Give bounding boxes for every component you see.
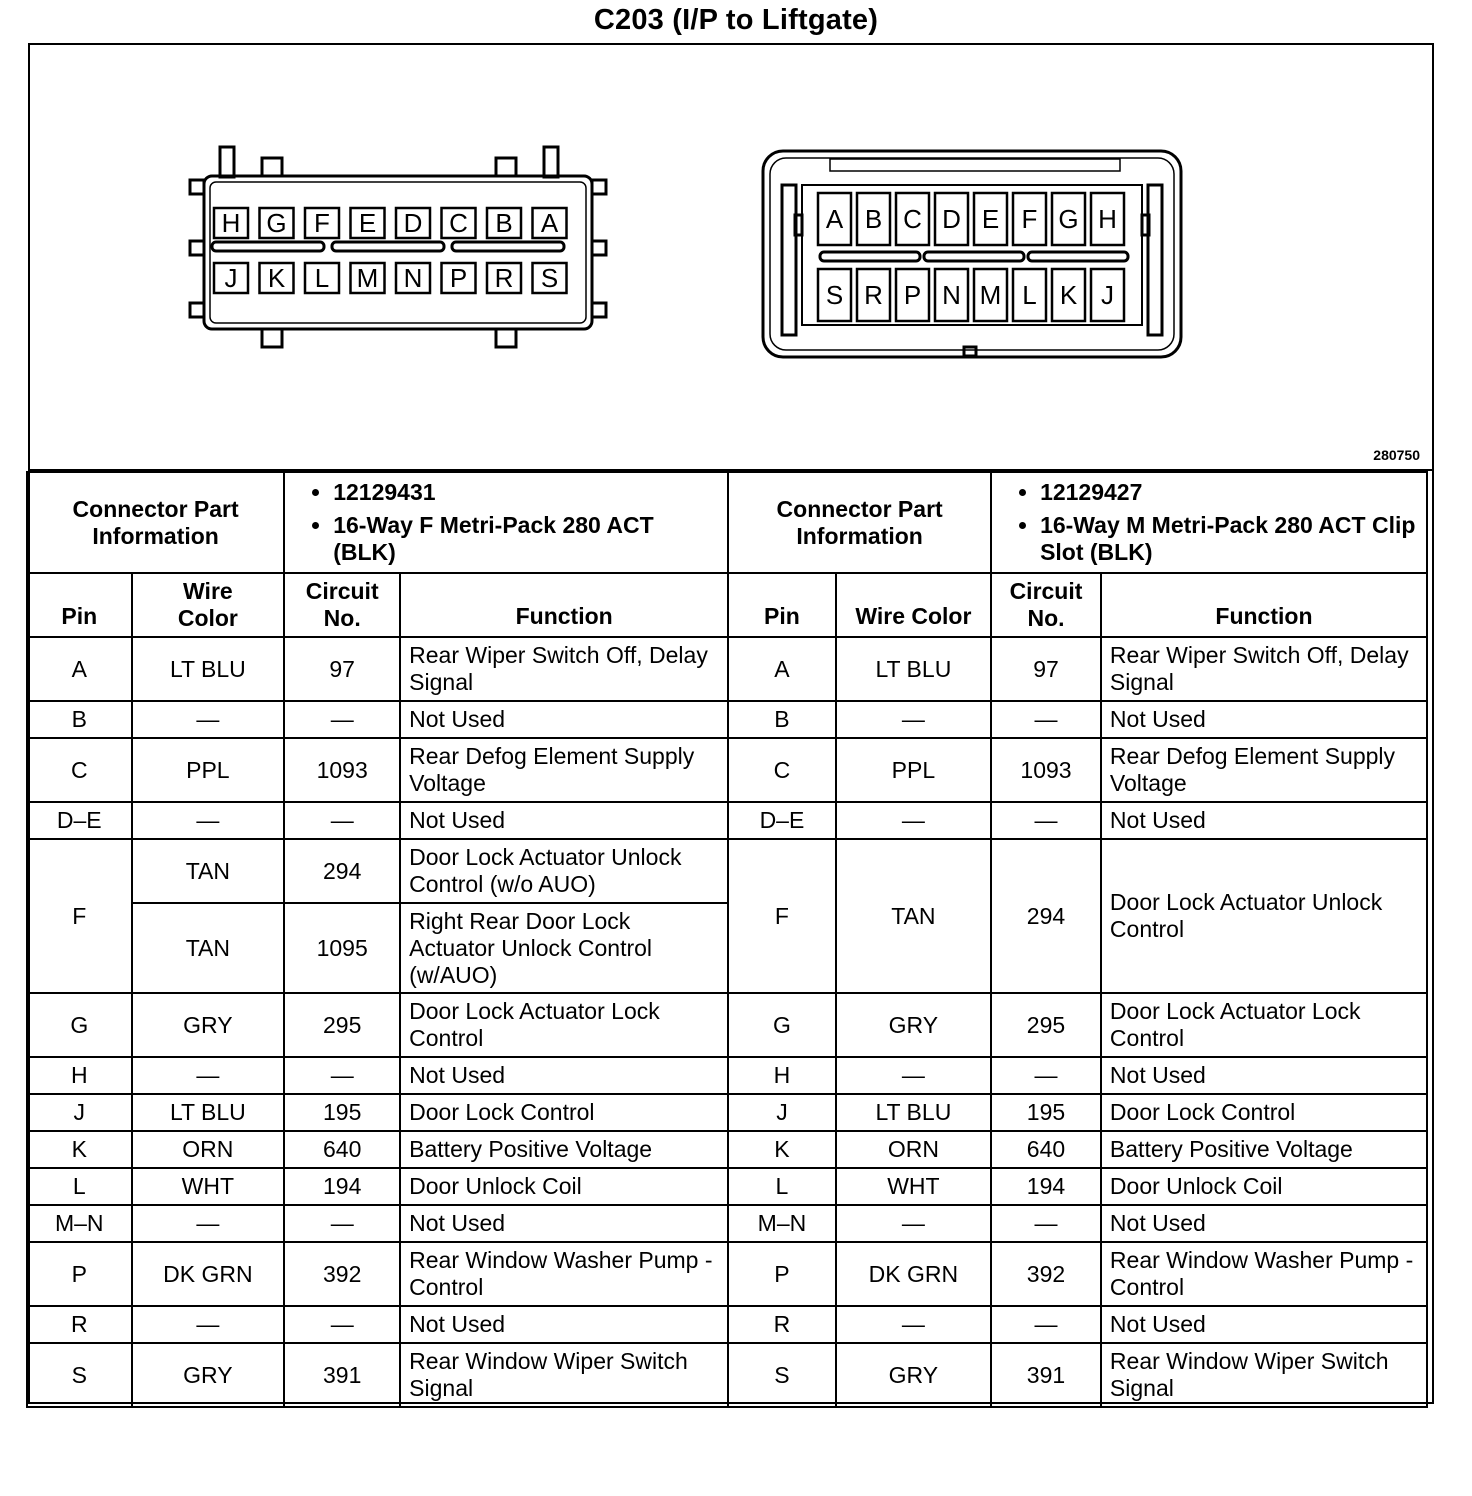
left-part-number: • 12129431 (333, 479, 719, 506)
table-row (27, 993, 1427, 1057)
left-wire-color: LT BLU (132, 1094, 285, 1131)
right-pin-cell: C (728, 738, 836, 802)
table-row (27, 839, 1427, 903)
right-circuit: — (991, 802, 1101, 839)
left-wire-color: — (132, 1205, 285, 1242)
table-row (27, 1057, 1427, 1094)
table-row (27, 802, 1427, 839)
pin-cell: J (27, 1094, 132, 1131)
right-info-label: Connector Part Information (728, 472, 991, 573)
left-circuit: 194 (284, 1168, 400, 1205)
left-circuit: 391 (284, 1343, 400, 1407)
right-wire-color: LT BLU (836, 637, 991, 701)
right-circuit: — (991, 1306, 1101, 1343)
left-function: Right Rear Door Lock Actuator Unlock Control (w/AUO) (400, 903, 728, 993)
pin-cell: G (27, 993, 132, 1057)
right-wire-color: — (836, 1306, 991, 1343)
right-wire-color: GRY (836, 993, 991, 1057)
pin-cell: S (27, 1343, 132, 1407)
left-function: Not Used (400, 701, 728, 738)
right-pin-M-label: M (979, 280, 1002, 310)
connector-info-row (27, 472, 1427, 573)
left-wire-color: TAN (132, 839, 285, 903)
left-pin-H-label: H (221, 208, 241, 238)
left-pin-N-label: N (403, 263, 423, 293)
right-circuit: 294 (991, 839, 1101, 993)
left-circuit: 294 (284, 839, 400, 903)
right-pin-cell: P (728, 1242, 836, 1306)
right-pin-L-label: L (1022, 280, 1037, 310)
pin-cell: P (27, 1242, 132, 1306)
left-pin-E-label: E (358, 208, 377, 238)
left-pin-header: Pin (27, 573, 132, 637)
right-wire-color: DK GRN (836, 1242, 991, 1306)
right-function: Rear Window Wiper Switch Signal (1101, 1343, 1427, 1407)
left-pin-F-label: F (314, 208, 330, 238)
left-circuit: 1093 (284, 738, 400, 802)
right-connector-face (763, 151, 1181, 357)
right-pin-cell: A (728, 637, 836, 701)
right-wire-color-header: Wire Color (836, 573, 991, 637)
left-circuit: — (284, 1306, 400, 1343)
left-pin-P-label: P (449, 263, 468, 293)
right-pin-E-label: E (981, 204, 1000, 234)
right-circuit: 194 (991, 1168, 1101, 1205)
right-circuit: 295 (991, 993, 1101, 1057)
right-circuit-header: Circuit No. (991, 573, 1101, 637)
right-pin-cell: H (728, 1057, 836, 1094)
left-pin-G-label: G (266, 208, 287, 238)
pin-cell: B (27, 701, 132, 738)
right-function: Battery Positive Voltage (1101, 1131, 1427, 1168)
right-pin-cell: M–N (728, 1205, 836, 1242)
right-pin-G-label: G (1058, 204, 1079, 234)
right-function: Door Unlock Coil (1101, 1168, 1427, 1205)
figure-id: 280750 (1373, 447, 1420, 463)
right-circuit: 640 (991, 1131, 1101, 1168)
left-circuit-header: Circuit No. (284, 573, 400, 637)
right-pin-K-label: K (1059, 280, 1078, 310)
connector-drawings (30, 45, 1432, 469)
left-function: Door Lock Actuator Lock Control (400, 993, 728, 1057)
right-function: Not Used (1101, 1306, 1427, 1343)
left-connector-face (190, 147, 606, 347)
left-wire-color-header: Wire Color (132, 573, 285, 637)
right-wire-color: GRY (836, 1343, 991, 1407)
table-row (27, 637, 1427, 701)
right-wire-color: — (836, 1057, 991, 1094)
left-function: Not Used (400, 1057, 728, 1094)
right-function: Not Used (1101, 1057, 1427, 1094)
pin-cell: A (27, 637, 132, 701)
right-function: Not Used (1101, 1205, 1427, 1242)
right-pin-H-label: H (1098, 204, 1117, 234)
right-wire-color: WHT (836, 1168, 991, 1205)
page-title: C203 (I/P to Liftgate) (593, 4, 879, 36)
left-pin-S-label: S (540, 263, 559, 293)
right-wire-color: — (836, 701, 991, 738)
right-function: Rear Wiper Switch Off, Delay Signal (1101, 637, 1427, 701)
left-function: Door Unlock Coil (400, 1168, 728, 1205)
right-part-description: • 16-Way M Metri-Pack 280 ACT Clip Slot (BLK) (1040, 512, 1418, 566)
left-wire-color: TAN (132, 903, 285, 993)
left-function-header: Function (400, 573, 728, 637)
left-circuit: — (284, 802, 400, 839)
table-row (27, 1131, 1427, 1168)
left-part-info (284, 472, 728, 573)
left-pin-A-label: A (540, 208, 559, 238)
pin-cell: D–E (27, 802, 132, 839)
right-pin-cell: G (728, 993, 836, 1057)
right-function: Rear Defog Element Supply Voltage (1101, 738, 1427, 802)
left-wire-color: WHT (132, 1168, 285, 1205)
left-circuit: 392 (284, 1242, 400, 1306)
left-function: Rear Window Wiper Switch Signal (400, 1343, 728, 1407)
left-function: Rear Wiper Switch Off, Delay Signal (400, 637, 728, 701)
left-wire-color: DK GRN (132, 1242, 285, 1306)
right-wire-color: ORN (836, 1131, 991, 1168)
right-circuit: — (991, 1205, 1101, 1242)
right-function: Door Lock Actuator Unlock Control (1101, 839, 1427, 993)
right-circuit: — (991, 701, 1101, 738)
left-circuit: — (284, 1057, 400, 1094)
table-row (27, 1306, 1427, 1343)
left-wire-color: GRY (132, 993, 285, 1057)
connector-diagram (30, 45, 1432, 471)
right-wire-color: TAN (836, 839, 991, 993)
left-circuit: 295 (284, 993, 400, 1057)
right-pin-cell: K (728, 1131, 836, 1168)
left-wire-color: LT BLU (132, 637, 285, 701)
left-pin-L-label: L (314, 263, 330, 293)
left-circuit: — (284, 1205, 400, 1242)
table-row (27, 1168, 1427, 1205)
right-pin-P-label: P (903, 280, 922, 310)
left-function: Not Used (400, 1306, 728, 1343)
right-wire-color: PPL (836, 738, 991, 802)
pin-cell: C (27, 738, 132, 802)
pin-cell: L (27, 1168, 132, 1205)
left-wire-color: — (132, 1306, 285, 1343)
pin-cell: M–N (27, 1205, 132, 1242)
right-part-number: • 12129427 (1040, 479, 1418, 506)
table-row (27, 1205, 1427, 1242)
left-function: Door Lock Actuator Unlock Control (w/o AUO) (400, 839, 728, 903)
left-circuit: 640 (284, 1131, 400, 1168)
left-function: Not Used (400, 1205, 728, 1242)
right-pin-cell: B (728, 701, 836, 738)
left-wire-color: — (132, 1057, 285, 1094)
right-pin-cell: L (728, 1168, 836, 1205)
left-function: Rear Defog Element Supply Voltage (400, 738, 728, 802)
left-pin-R-label: R (494, 263, 514, 293)
left-info-label: Connector Part Information (27, 472, 284, 573)
right-circuit: 195 (991, 1094, 1101, 1131)
right-pin-cell: F (728, 839, 836, 993)
left-function: Door Lock Control (400, 1094, 728, 1131)
right-circuit: 1093 (991, 738, 1101, 802)
pin-cell: K (27, 1131, 132, 1168)
left-function: Battery Positive Voltage (400, 1131, 728, 1168)
right-pin-S-label: S (825, 280, 844, 310)
right-pin-cell: J (728, 1094, 836, 1131)
left-pin-K-label: K (267, 263, 286, 293)
right-part-info (991, 472, 1427, 573)
pin-cell: H (27, 1057, 132, 1094)
right-pin-B-label: B (864, 204, 883, 234)
right-circuit: 391 (991, 1343, 1101, 1407)
left-circuit: 195 (284, 1094, 400, 1131)
right-pin-F-label: F (1021, 204, 1038, 234)
left-wire-color: ORN (132, 1131, 285, 1168)
right-function: Not Used (1101, 802, 1427, 839)
left-circuit: 97 (284, 637, 400, 701)
pinout-table (26, 471, 1428, 1408)
right-wire-color: LT BLU (836, 1094, 991, 1131)
left-wire-color: PPL (132, 738, 285, 802)
table-row (27, 1242, 1427, 1306)
right-pin-header: Pin (728, 573, 836, 637)
table-row (27, 701, 1427, 738)
column-header-row (27, 573, 1427, 637)
right-pin-C-label: C (903, 204, 922, 234)
right-function: Door Lock Control (1101, 1094, 1427, 1131)
left-pin-B-label: B (495, 208, 513, 238)
left-pin-J-label: J (224, 263, 238, 293)
right-function: Not Used (1101, 701, 1427, 738)
right-pin-N-label: N (942, 280, 961, 310)
left-pin-D-label: D (403, 208, 423, 238)
right-pin-R-label: R (864, 280, 883, 310)
pin-cell: R (27, 1306, 132, 1343)
table-row (27, 1343, 1427, 1407)
table-row (27, 738, 1427, 802)
left-pin-C-label: C (449, 208, 468, 238)
right-pin-cell: D–E (728, 802, 836, 839)
right-wire-color: — (836, 1205, 991, 1242)
pin-cell: F (27, 839, 132, 993)
left-wire-color: GRY (132, 1343, 285, 1407)
right-pin-J-label: J (1101, 280, 1114, 310)
right-function: Door Lock Actuator Lock Control (1101, 993, 1427, 1057)
connector-sheet (28, 43, 1434, 1404)
right-circuit: 392 (991, 1242, 1101, 1306)
left-part-description: • 16-Way F Metri-Pack 280 ACT (BLK) (333, 512, 719, 566)
right-pin-cell: R (728, 1306, 836, 1343)
left-circuit: — (284, 701, 400, 738)
left-wire-color: — (132, 701, 285, 738)
right-wire-color: — (836, 802, 991, 839)
right-pin-A-label: A (825, 204, 844, 234)
right-function-header: Function (1101, 573, 1427, 637)
right-function: Rear Window Washer Pump - Control (1101, 1242, 1427, 1306)
table-row (27, 1094, 1427, 1131)
right-circuit: 97 (991, 637, 1101, 701)
left-circuit: 1095 (284, 903, 400, 993)
right-pin-D-label: D (942, 204, 961, 234)
left-function: Rear Window Washer Pump - Control (400, 1242, 728, 1306)
right-pin-cell: S (728, 1343, 836, 1407)
left-function: Not Used (400, 802, 728, 839)
right-circuit: — (991, 1057, 1101, 1094)
left-pin-M-label: M (356, 263, 379, 293)
left-wire-color: — (132, 802, 285, 839)
